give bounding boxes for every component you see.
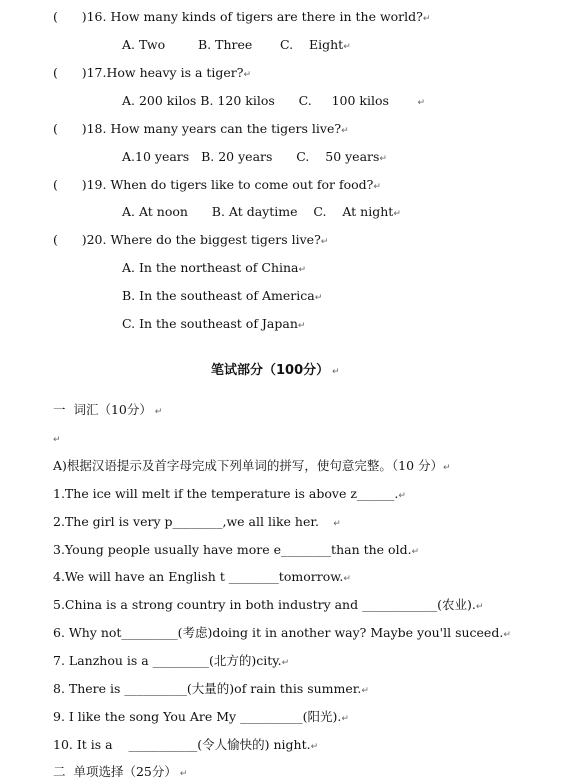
q19-stem: ( )19. When do tigers like to come out for food?↵ [53,177,381,192]
section-multiple-choice-heading: 二 单项选择（25分） ↵ [53,764,188,779]
q19-options: A. At noon B. At daytime C. At night↵ [122,204,401,219]
return-mark-icon: ↵ [341,126,349,136]
q18-options: A.10 years B. 20 years C. 50 years↵ [122,149,387,164]
return-mark-icon: ↵ [398,491,406,501]
return-mark-icon: ↵ [373,182,381,192]
return-mark-icon: ↵ [243,70,252,80]
q20-option-b: B. In the southeast of America↵ [122,288,323,303]
return-mark-icon: ↵ [443,463,451,473]
return-mark-icon: ↵ [361,686,369,696]
vocab-item: 9. I like the song You Are My __________(阳光).↵ [53,709,349,724]
vocab-item: 4.We will have an English t ________tomorrow.↵ [53,569,351,584]
return-mark-icon: ↵ [320,237,329,247]
return-mark-icon: ↵ [151,407,163,417]
return-mark-icon: ↵ [297,321,306,331]
return-mark-icon: ↵ [318,519,341,529]
section-vocabulary-heading: 一 词汇（10分） ↵ [53,402,163,417]
q16-option-c: C. Eight↵ [280,37,351,52]
q16-stem: ( )16. How many kinds of tigers are there in the world?↵ [53,9,431,24]
return-mark-icon: ↵ [393,209,401,219]
written-section-title: 笔试部分（100分） ↵ [211,363,340,378]
return-mark-icon: ↵ [422,14,431,24]
return-mark-icon: ↵ [176,769,188,779]
return-mark-icon: ↵ [503,630,511,640]
return-mark-icon: ↵ [341,714,349,724]
vocab-item: 1.The ice will melt if the temperature is above z______.↵ [53,486,406,501]
return-mark-icon: ↵ [329,367,340,377]
q17-stem: ( )17.How heavy is a tiger?↵ [53,65,252,80]
vocab-item: 10. It is a ___________(令人愉快的) night.↵ [53,737,319,752]
return-mark-icon: ↵ [281,658,290,668]
return-mark-icon: ↵ [310,742,319,752]
q16-option-a: A. Two [122,37,166,52]
return-mark-icon: ↵ [411,547,420,557]
return-mark-icon: ↵ [379,154,387,164]
vocab-item: 7. Lanzhou is a _________(北方的)city.↵ [53,653,290,668]
return-mark-icon: ↵ [343,42,351,52]
vocab-item: 5.China is a strong country in both industry and ____________(农业).↵ [53,597,484,612]
return-mark-icon: ↵ [343,574,351,584]
return-mark-icon: ↵ [298,265,307,275]
empty-paragraph [53,430,61,448]
return-mark-icon: ↵ [314,293,323,303]
q17-options: A. 200 kilos B. 120 kilos C. 100 kilos ↵ [122,93,426,108]
vocab-item: 2.The girl is very p________,we all like her. ↵ [53,514,341,529]
q16-option-b: B. Three [198,37,253,52]
q20-option-a: A. In the northeast of China↵ [122,260,307,275]
vocab-item: 8. There is __________(大量的)of rain this summer.↵ [53,681,369,696]
return-mark-icon: ↵ [388,98,426,108]
return-mark-icon: ↵ [475,602,484,612]
part-a-instructions: A)根据汉语提示及首字母完成下列单词的拼写，使句意完整。（10 分）↵ [53,458,451,473]
q20-stem: ( )20. Where do the biggest tigers live?↵ [53,232,329,247]
q20-option-c: C. In the southeast of Japan↵ [122,316,306,331]
return-mark-icon: ↵ [53,435,61,445]
vocab-item: 3.Young people usually have more e________than the old.↵ [53,542,420,557]
vocab-item: 6. Why not_________(考虑)doing it in another way? Maybe you'll suceed.↵ [53,625,511,640]
q18-stem: ( )18. How many years can the tigers live?↵ [53,121,349,136]
